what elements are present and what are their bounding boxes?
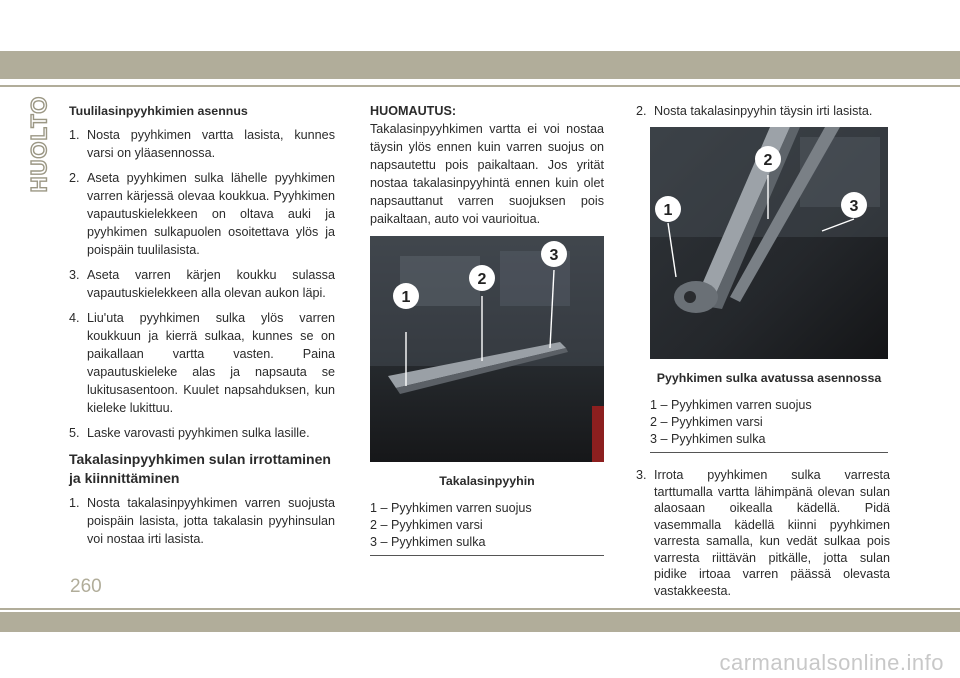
- step-text: Nosta takalasinpyyhkimen varren suojusta poispäin lasista, jotta takalasin pyyhinsulan voi nostaa irti lasista.: [87, 496, 335, 546]
- watermark: carmanualsonline.info: [719, 650, 944, 675]
- step-text: Nosta pyyhkimen vartta lasista, kunnes varsi on yläasennossa.: [87, 128, 335, 160]
- step-item: [636, 102, 890, 120]
- figure-caption: Pyyhkimen sulka avatussa asennossa: [656, 371, 882, 385]
- step-item: [69, 494, 335, 548]
- rear-wiper-photo: [370, 236, 604, 462]
- step-text: Aseta pyyhkimen sulka lähelle pyyhkimen varren kärjessä olevaa koukkua. Pyyhkimen vapautuskielekkeen on oltava auki ja pyyhkimen sulkapuolen osoitettava ylös ja poispäin tuulilasista.: [87, 171, 335, 257]
- lift-steps: [636, 102, 890, 120]
- remove-blade-steps: [636, 467, 890, 599]
- legend-item: 1 – Pyyhkimen varren suojus: [370, 501, 532, 515]
- step-item: [69, 169, 335, 259]
- legend-item: 3 – Pyyhkimen sulka: [650, 432, 766, 446]
- step-number: 1.: [69, 128, 80, 142]
- callout-1: 1: [401, 289, 411, 306]
- note-title: HUOMAUTUS:: [370, 104, 457, 118]
- step-number: 3.: [636, 468, 647, 482]
- callout-3: 3: [849, 198, 859, 215]
- step-item: [69, 126, 335, 162]
- step-item: [69, 424, 335, 442]
- step-number: 2.: [636, 104, 647, 118]
- wiper-open-photo: [650, 127, 888, 359]
- section-tab-label: HUOLTO: [26, 95, 52, 193]
- step-text: Laske varovasti pyyhkimen sulka lasille.: [87, 426, 310, 440]
- install-steps: [69, 126, 335, 442]
- step-text: Nosta takalasinpyyhin täysin irti lasista.: [654, 104, 873, 118]
- rear-wiper-steps: [69, 494, 335, 548]
- step-number: 1.: [69, 496, 80, 510]
- callout-3: 3: [549, 247, 559, 264]
- step-number: 3.: [69, 268, 80, 282]
- legend-item: 1 – Pyyhkimen varren suojus: [650, 398, 812, 412]
- callout-1: 1: [663, 202, 673, 219]
- header-rule: [0, 85, 960, 87]
- legend-item: 3 – Pyyhkimen sulka: [370, 535, 486, 549]
- step-item: [636, 467, 890, 599]
- figure-legend: [650, 397, 888, 453]
- note-body: Takalasinpyyhkimen vartta ei voi nostaa täysin ylös ennen kuin varren suojus on napsautettu pois paikaltaan. Jos yrität nostaa takalasinpyyhintä ennen kuin olet napsauttanut varren suojuksen pois paikaltaan, auto voi vaurioitua.: [370, 122, 604, 226]
- figure-caption: Takalasinpyyhin: [439, 474, 535, 488]
- callout-2: 2: [477, 271, 487, 288]
- step-text: Aseta varren kärjen koukku sulassa vapautuskielekkeen alla olevan aukon läpi.: [87, 268, 335, 300]
- footer-band: [0, 612, 960, 632]
- wiper-open-illustration: [650, 127, 888, 359]
- page-number: 260: [70, 576, 102, 597]
- step-number: 5.: [69, 426, 80, 440]
- header-band: [0, 51, 960, 79]
- column-2: [370, 102, 604, 556]
- step-item: [69, 266, 335, 302]
- subheading-windshield-wiper-install: Tuulilasinpyyhkimien asennus: [69, 104, 248, 118]
- column-1: [69, 102, 335, 555]
- step-number: 4.: [69, 311, 80, 325]
- legend-item: 2 – Pyyhkimen varsi: [650, 415, 763, 429]
- figure-legend: [370, 500, 604, 556]
- step-number: 2.: [69, 171, 80, 185]
- section-tab: [24, 95, 54, 193]
- footer-rule: [0, 608, 960, 610]
- callout-2: 2: [763, 152, 773, 169]
- step-text: Liu'uta pyyhkimen sulka ylös varren koukkuun ja kierrä sulkaa, kunnes se on paikallaan vartta vasten. Paina vapautuskieleke alas ja napsauta se lukitusasentoon. Kuulet napsahduksen, kun kieleke lukittuu.: [87, 311, 335, 415]
- heading-rear-wiper: Takalasinpyyhkimen sulan irrottaminen ja kiinnittäminen: [69, 451, 331, 486]
- rear-wiper-illustration: [370, 236, 604, 462]
- legend-item: 2 – Pyyhkimen varsi: [370, 518, 483, 532]
- step-item: [69, 309, 335, 417]
- column-3: [636, 102, 890, 606]
- step-text: Irrota pyyhkimen sulka varresta tarttumalla vartta lähimpänä olevan sulan alaosaan oikealla kädellä. Pidä vasemmalla kädellä kiinni pyyhkimen varresta samalla, kun vedät sulkaa pois varresta riittävän pitkälle, jotta sulan pidike irtoaa varren päässä olevasta vastakkeesta.: [654, 468, 890, 598]
